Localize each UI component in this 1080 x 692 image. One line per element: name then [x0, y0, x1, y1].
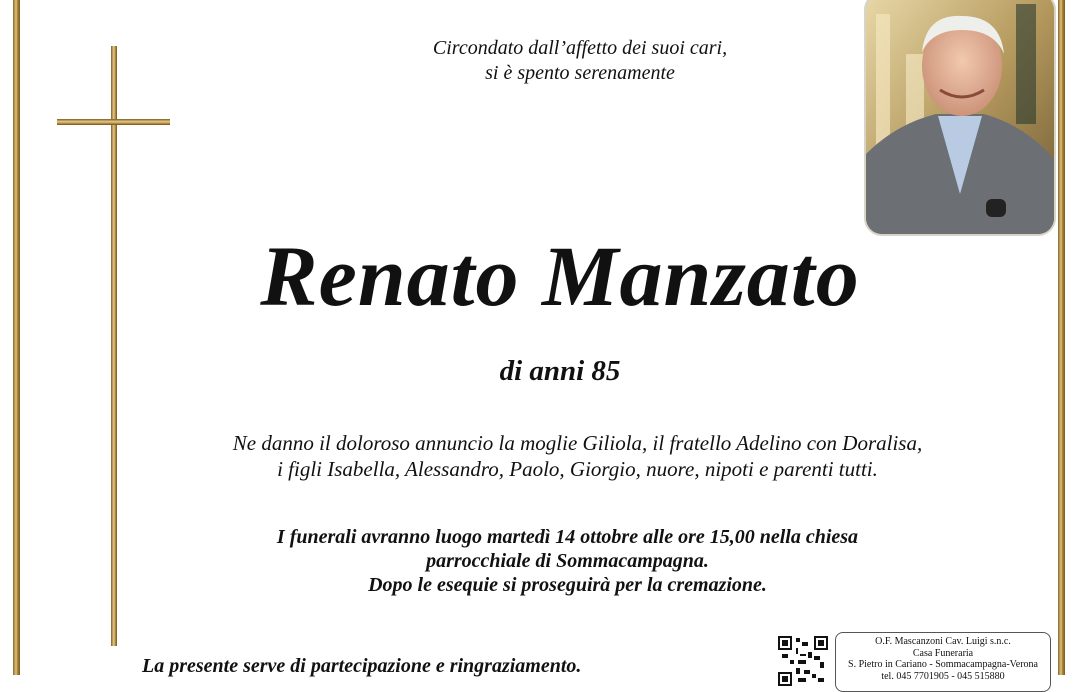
- funeral-agency-box: [835, 632, 1051, 692]
- agency-phone: tel. 045 7701905 - 045 515880: [881, 670, 1005, 682]
- gold-border-left: [13, 0, 20, 675]
- intro-line-1: Circondato dall’affetto dei suoi cari,: [432, 37, 728, 59]
- funeral-line-1: I funerali avranno luogo martedì 14 ottobre alle ore 15,00 nella chiesa: [276, 526, 859, 548]
- announcement-line-1: Ne danno il doloroso annuncio la moglie Giliola, il fratello Adelino con Doralisa,: [232, 431, 923, 455]
- funeral-line-2: parrocchiale di Sommacampagna.: [426, 550, 709, 572]
- deceased-name: Renato Manzato: [260, 228, 860, 324]
- announcement-line-2: i figli Isabella, Alessandro, Paolo, Giorgio, nuore, nipoti e parenti tutti.: [277, 457, 878, 481]
- deceased-photo: [864, 0, 1056, 236]
- cross-vertical-bar: [111, 46, 117, 646]
- intro-text: [360, 36, 800, 86]
- agency-type: Casa Funeraria: [912, 647, 974, 659]
- funeral-line-3: Dopo le esequie si proseguirà per la cremazione.: [368, 574, 767, 596]
- closing-text: La presente serve di partecipazione e ringraziamento.: [142, 655, 582, 677]
- announcement: [170, 430, 985, 482]
- agency-name: O.F. Mascanzoni Cav. Luigi s.n.c.: [875, 636, 1011, 647]
- funeral-details: [170, 525, 965, 597]
- intro-line-2: si è spento serenamente: [485, 62, 675, 84]
- cross-horizontal-bar: [57, 119, 170, 125]
- deceased-age: di anni 85: [499, 355, 621, 387]
- gold-border-right: [1058, 0, 1065, 675]
- qr-code-icon[interactable]: [778, 636, 828, 686]
- agency-location: S. Pietro in Cariano - Sommacampagna-Verona: [848, 659, 1038, 670]
